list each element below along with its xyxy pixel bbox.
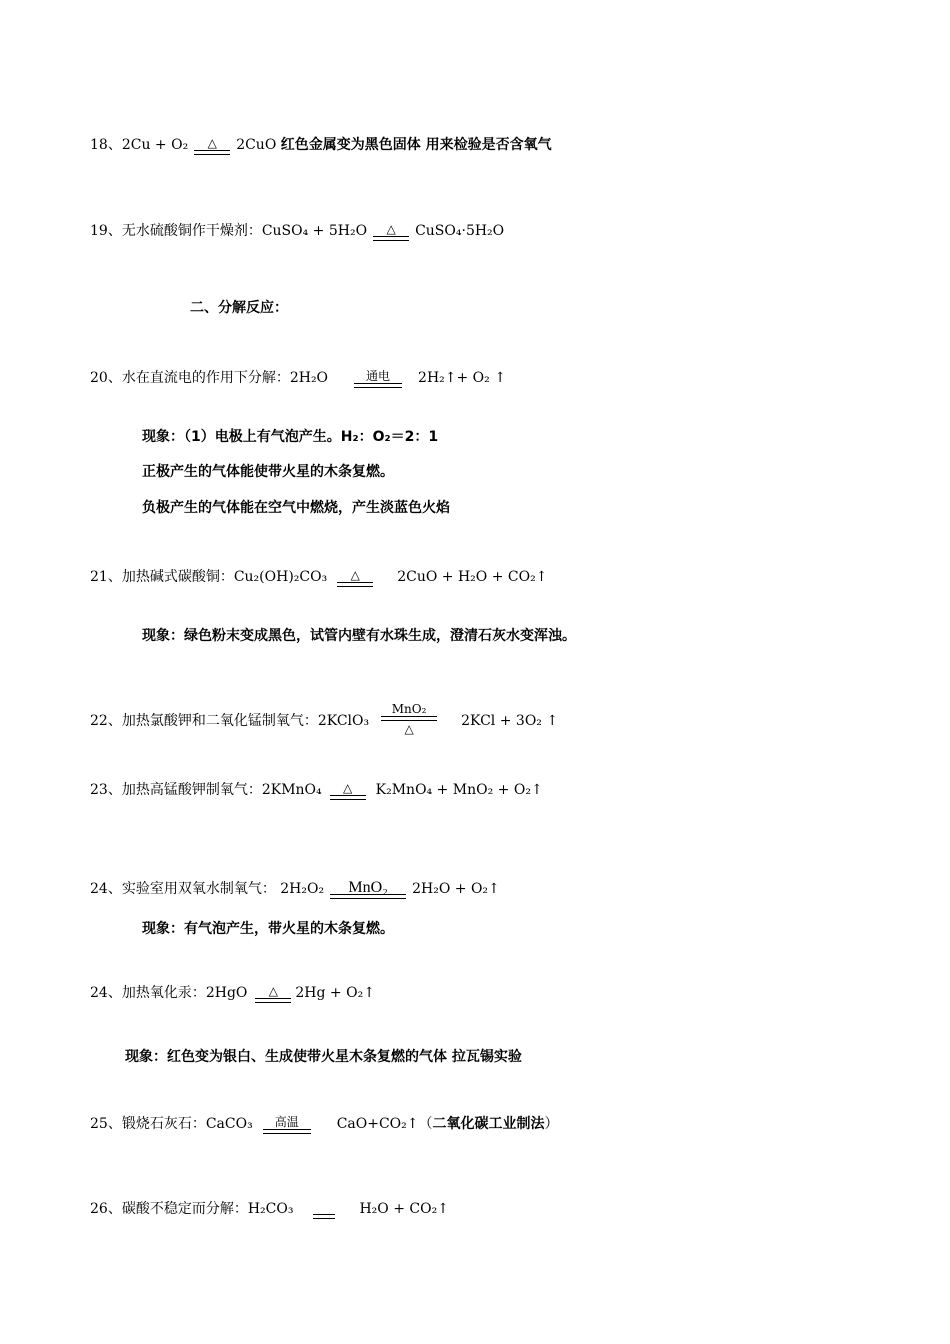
products: H₂O + CO₂↑ — [359, 1201, 449, 1217]
products: 2CuO + H₂O + CO₂↑ — [397, 569, 548, 585]
products: 2H₂↑+ O₂ ↑ — [418, 370, 506, 386]
item-number: 24、 — [90, 985, 122, 1001]
equation-26 — [90, 1199, 449, 1219]
condition-under: △ — [404, 722, 414, 736]
item-number: 23、 — [90, 782, 122, 798]
phenomenon-20-3: 负极产生的气体能在空气中燃烧，产生淡蓝色火焰 — [142, 500, 450, 516]
reaction-arrow — [330, 780, 366, 800]
products: CaO+CO₂↑（ — [336, 1116, 433, 1132]
equation-18 — [90, 135, 552, 155]
reaction-arrow — [313, 1205, 335, 1219]
equation-23 — [90, 780, 543, 800]
reactants: 加热高锰酸钾制氧气：2KMnO₄ — [121, 782, 322, 798]
condition: △ — [386, 222, 396, 236]
condition: △ — [343, 781, 353, 795]
phenomenon-20-1: 现象：（1）电极上有气泡产生。H₂：O₂＝2：1 — [142, 429, 439, 445]
phenomenon-21: 现象：绿色粉末变成黑色，试管内壁有水珠生成，澄清石灰水变浑浊。 — [142, 628, 576, 644]
phenomenon-20-2: 正极产生的气体能使带火星的木条复燃。 — [142, 464, 394, 480]
reaction-arrow — [381, 701, 437, 736]
products: CuSO₄·5H₂O — [415, 223, 505, 239]
reactants: 加热氯酸钾和二氧化锰制氧气：2KClO₃ — [121, 713, 370, 729]
condition: △ — [268, 984, 278, 998]
equation-20 — [90, 368, 506, 388]
equation-19 — [90, 221, 504, 241]
condition: MnO₂ — [391, 702, 427, 716]
reactants: 2Cu + O₂ — [121, 137, 189, 153]
reaction-arrow — [255, 983, 291, 1003]
item-number: 25、 — [90, 1116, 122, 1132]
reaction-arrow — [263, 1114, 311, 1134]
equation-24 — [90, 879, 500, 899]
equation-22 — [90, 702, 559, 736]
phenomenon-24: 现象：有气泡产生，带火星的木条复燃。 — [142, 921, 394, 937]
condition: △ — [350, 568, 360, 582]
products: 2Hg + O₂↑ — [295, 985, 375, 1001]
condition: 通电 — [366, 369, 391, 383]
item-number: 26、 — [90, 1201, 122, 1217]
reactants: 无水硫酸铜作干燥剂：CuSO₄ + 5H₂O — [121, 223, 368, 239]
close-paren: ） — [544, 1116, 559, 1132]
phenomenon-24b: 现象：红色变为银白、生成使带火星木条复燃的气体 拉瓦锡实验 — [125, 1049, 522, 1065]
item-number: 21、 — [90, 569, 122, 585]
reactants: 锻烧石灰石：CaCO₃ — [121, 1116, 253, 1132]
reaction-arrow — [330, 879, 406, 899]
industrial-note: 二氧化碳工业制法 — [432, 1116, 545, 1132]
reaction-arrow — [373, 221, 409, 241]
products: 2KCl + 3O₂ ↑ — [461, 713, 559, 729]
equation-24b — [90, 983, 375, 1003]
reactants: 加热氧化汞：2HgO — [121, 985, 248, 1001]
condition: MnO₂ — [348, 879, 388, 896]
condition: 高温 — [274, 1115, 299, 1129]
section-heading: 二、分解反应： — [190, 300, 288, 316]
item-number: 22、 — [90, 713, 122, 729]
item-number: 24、 — [90, 881, 122, 897]
reaction-arrow — [354, 368, 402, 388]
products: 2CuO — [236, 137, 281, 153]
products: 2H₂O + O₂↑ — [412, 881, 500, 897]
item-number: 19、 — [90, 223, 122, 239]
item-number: 18、 — [90, 137, 122, 153]
reaction-arrow — [337, 567, 373, 587]
description: 红色金属变为黑色固体 用来检验是否含氧气 — [280, 137, 552, 153]
reaction-arrow — [194, 135, 230, 155]
item-number: 20、 — [90, 370, 122, 386]
reactants: 加热碱式碳酸铜：Cu₂(OH)₂CO₃ — [121, 569, 328, 585]
products: K₂MnO₄ + MnO₂ + O₂↑ — [375, 782, 543, 798]
reactants: 实验室用双氧水制氧气： 2H₂O₂ — [121, 881, 325, 897]
reactants: 碳酸不稳定而分解：H₂CO₃ — [121, 1201, 294, 1217]
condition: △ — [207, 136, 217, 150]
equation-25 — [90, 1114, 559, 1134]
reactants: 水在直流电的作用下分解：2H₂O — [121, 370, 329, 386]
equation-21 — [90, 567, 547, 587]
